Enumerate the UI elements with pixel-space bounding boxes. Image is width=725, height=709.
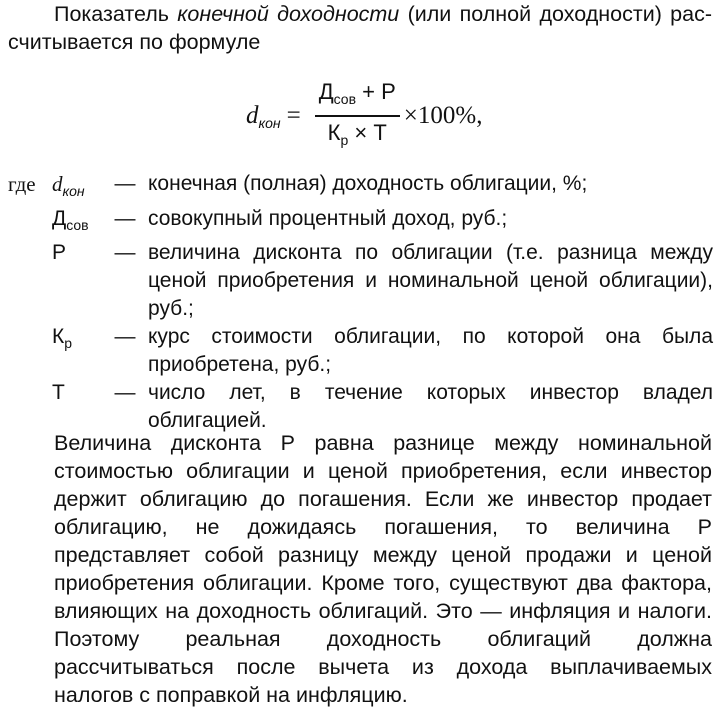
definition-dash: — <box>114 325 136 348</box>
yield-formula <box>246 78 482 154</box>
fraction-bar <box>315 115 400 117</box>
body-paragraph <box>8 429 712 709</box>
definition-row <box>8 205 718 239</box>
intro-paragraph <box>8 0 712 56</box>
definition-symbol: $Д_{сов}$ <box>52 207 89 233</box>
formula-equals: = <box>286 102 301 129</box>
formula-fraction <box>315 78 400 154</box>
where-word: где <box>8 172 36 196</box>
definition-symbol: Т <box>52 381 65 404</box>
definition-dash: — <box>114 381 136 404</box>
formula-tail: ×100%, <box>403 102 483 129</box>
definition-text: конечная (полная) доходность облигации, %; <box>148 172 588 195</box>
definition-symbol: Р <box>52 241 67 264</box>
definition-symbol: $К_р$ <box>52 325 73 351</box>
definition-symbol: $d_{кон}$ <box>52 172 85 199</box>
intro-line-2: считывается по формуле <box>8 30 261 54</box>
definition-row <box>8 323 718 379</box>
definition-row <box>8 170 718 205</box>
definition-dash: — <box>114 207 136 230</box>
intro-line-1: Показатель конечной доходности (или полной доходности) рас- <box>54 2 712 26</box>
definition-dash: — <box>114 241 136 264</box>
definition-text: величина дисконта по облигации (т.е. разница между ценой приобретения и номинальной ценой облигации), руб.; <box>148 241 713 320</box>
formula-numerator: $Д_{сов} + Р$ <box>318 79 396 108</box>
definition-text: курс стоимости облигации, по которой она была приобретена, руб.; <box>148 325 713 376</box>
formula-lhs: $d_{кон}$ <box>246 101 281 131</box>
definitions-list <box>8 170 718 435</box>
definition-text: совокупный процентный доход, руб.; <box>148 207 508 230</box>
definition-dash: — <box>114 172 136 195</box>
definition-row <box>8 239 718 323</box>
body-paragraph-text: Величина дисконта Р равна разнице между номинальной стоимостью облигации и ценой приобретения, если инвестор держит облигацию до погашения. Если же инвестор продает облигацию, не дожидаясь погашения, то величина Р представляет собой разницу между ценой продажи и ценой приобретения облигации. Кроме того, существуют два фактора, влияющих на доходность облигаций. Это — инфляция и налоги. Поэтому реальная доходность облигаций должна рассчитываться после вычета из дохода выплачиваемых налогов с поправкой на инфляцию. <box>54 431 712 707</box>
definition-row <box>8 379 718 435</box>
formula-denominator: $К_р \times Т$ <box>327 119 387 148</box>
definition-text: число лет, в течение которых инвестор владел облигацией. <box>148 381 713 432</box>
term-final-yield: конечной доходности <box>177 2 400 26</box>
